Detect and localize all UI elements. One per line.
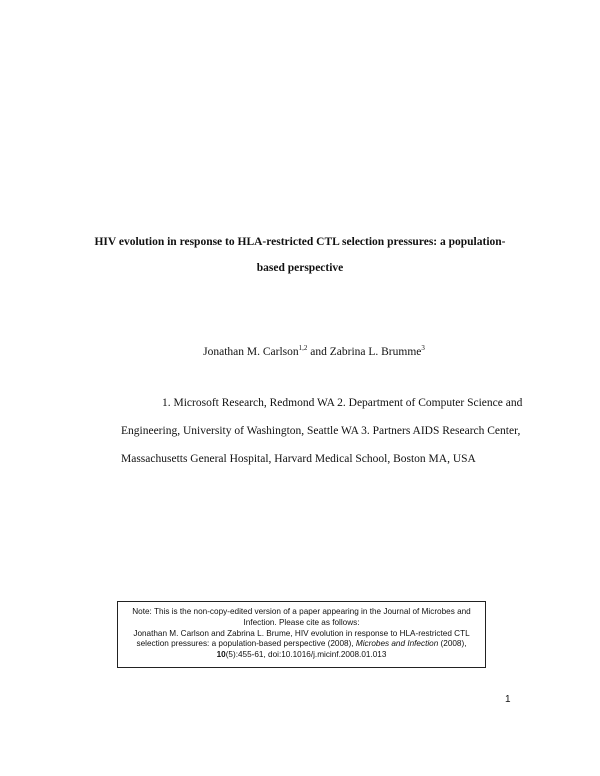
note-doi: (5):455-61, doi:10.1016/j.micinf.2008.01.013 — [225, 650, 387, 660]
note-citation-text: Jonathan M. Carlson and Zabrina L. Brume, HIV evolution in response to HLA-restricted CTL selection pressures: a population-based perspective (2008), — [133, 628, 470, 649]
affiliation-line-1: 1. Microsoft Research, Redmond WA 2. Department of Computer Science and — [162, 397, 523, 409]
paper-title-line-2: based perspective — [256, 262, 344, 274]
author-line — [0, 344, 600, 358]
citation-note-box — [117, 601, 486, 668]
note-journal-name: Microbes and Infection — [355, 639, 439, 649]
note-volume: 10 — [216, 650, 226, 660]
author-affiliation-superscript: 3 — [421, 344, 425, 352]
author-affiliation-superscript: 1,2 — [298, 344, 308, 352]
page-number: 1 — [505, 694, 511, 705]
author-joiner: and Zabrina L. Brumme — [307, 346, 422, 358]
author-name: Jonathan M. Carlson — [203, 346, 299, 358]
affiliation-line-2: Engineering, University of Washington, Seattle WA 3. Partners AIDS Research Center, — [121, 425, 521, 437]
note-year: (2008), — [438, 639, 467, 649]
paper-title-line-1: HIV evolution in response to HLA-restricted CTL selection pressures: a population- — [94, 236, 506, 248]
note-intro-text: Note: This is the non-copy-edited version of a paper appearing in the Journal of Microbes and Infection. Please cite as follows: — [132, 607, 471, 627]
affiliation-line-3: Massachusetts General Hospital, Harvard Medical School, Boston MA, USA — [121, 453, 476, 465]
